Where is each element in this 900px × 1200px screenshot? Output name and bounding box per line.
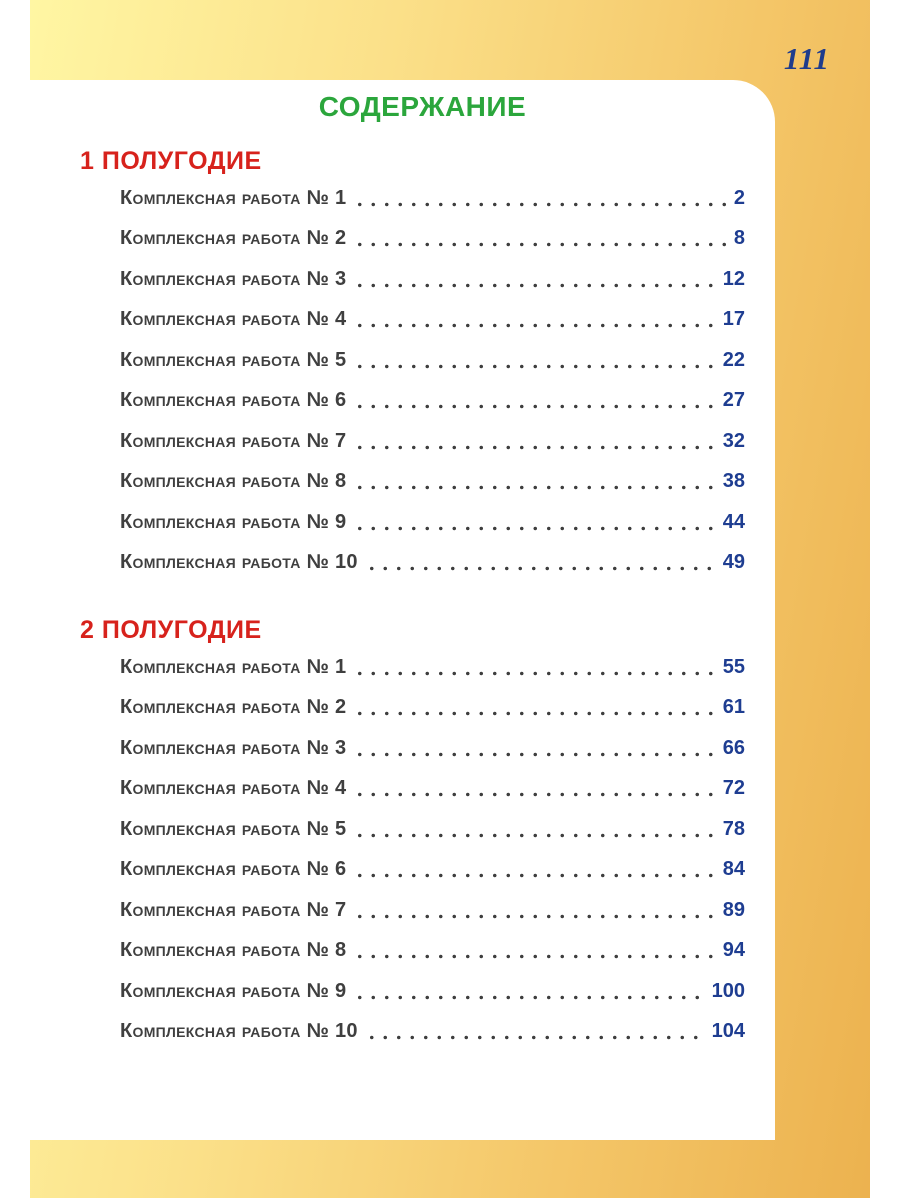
toc-entry-label: Комплексная работа № 1 [120, 186, 347, 209]
toc-entry-page-number: 55 [722, 655, 745, 678]
dot-leader [353, 914, 715, 919]
dot-leader [353, 752, 715, 757]
toc-entry [120, 378, 745, 419]
toc-entry [120, 766, 745, 807]
section-heading: 2 ПОЛУГОДИЕ [80, 616, 262, 644]
toc-entry-label: Комплексная работа № 4 [120, 308, 347, 330]
dot-leader [353, 364, 715, 369]
toc-entry-page-number: 84 [722, 858, 745, 880]
dot-leader [353, 711, 715, 716]
toc-entry-page-number: 94 [722, 939, 745, 961]
toc-entry [120, 847, 745, 888]
toc-entry [120, 175, 745, 216]
toc-entry-page-number: 32 [722, 429, 745, 452]
toc-entry [120, 459, 745, 500]
toc-entry-page-number: 27 [722, 389, 745, 411]
dot-leader [365, 566, 716, 571]
toc-entry [120, 1009, 745, 1050]
toc-entry [120, 887, 745, 928]
page-title: СОДЕРЖАНИЕ [318, 91, 527, 122]
toc-entry-page-number: 44 [722, 510, 745, 533]
toc-entry-label: Комплексная работа № 5 [120, 348, 347, 371]
toc-entry-page-number: 100 [711, 979, 745, 1002]
dot-leader [353, 323, 715, 328]
toc-rows [120, 175, 745, 580]
toc-entry [120, 418, 745, 459]
section-heading: 1 ПОЛУГОДИЕ [80, 147, 262, 175]
dot-leader [365, 1035, 705, 1040]
toc-entry-page-number: 8 [733, 227, 745, 249]
toc-entry-label: Комплексная работа № 7 [120, 429, 347, 452]
toc-entry-label: Комплексная работа № 5 [120, 817, 347, 840]
toc-section [30, 122, 775, 580]
toc-entry [120, 337, 745, 378]
dot-leader [353, 995, 704, 1000]
toc-entry-page-number: 38 [722, 470, 745, 492]
toc-entry-page-number: 61 [722, 696, 745, 718]
book-page [30, 0, 870, 1198]
dot-leader [353, 671, 715, 676]
toc-entry [120, 540, 745, 581]
dot-leader [353, 404, 715, 409]
toc-entry-label: Комплексная работа № 6 [120, 858, 347, 880]
toc-entry-label: Комплексная работа № 10 [120, 551, 358, 573]
dot-leader [353, 202, 727, 207]
toc-entry-page-number: 12 [722, 267, 745, 290]
toc-section [30, 580, 775, 1049]
toc-entry [120, 928, 745, 969]
toc-entry-label: Комплексная работа № 6 [120, 389, 347, 411]
toc-entry [120, 725, 745, 766]
toc-entry-page-number: 104 [711, 1020, 745, 1042]
toc-sections [30, 122, 775, 1049]
toc-entry-label: Комплексная работа № 1 [120, 655, 347, 678]
toc-entry [120, 499, 745, 540]
toc-entry-label: Комплексная работа № 4 [120, 777, 347, 799]
toc-entry [120, 806, 745, 847]
toc-entry-page-number: 49 [722, 551, 745, 573]
toc-entry [120, 216, 745, 257]
toc-entry [120, 256, 745, 297]
toc-rows [120, 644, 745, 1049]
content-panel [30, 80, 775, 1140]
dot-leader [353, 242, 727, 247]
toc-entry-label: Комплексная работа № 3 [120, 736, 347, 759]
dot-leader [353, 833, 715, 838]
dot-leader [353, 485, 715, 490]
toc-entry [120, 685, 745, 726]
toc-entry-label: Комплексная работа № 7 [120, 898, 347, 921]
dot-leader [353, 283, 715, 288]
toc-entry-page-number: 72 [722, 777, 745, 799]
toc-entry [120, 968, 745, 1009]
toc-entry-label: Комплексная работа № 8 [120, 939, 347, 961]
toc-entry-page-number: 22 [722, 348, 745, 371]
toc-entry-label: Комплексная работа № 2 [120, 696, 347, 718]
dot-leader [353, 526, 715, 531]
toc-entry [120, 297, 745, 338]
toc-entry-label: Комплексная работа № 9 [120, 510, 347, 533]
dot-leader [353, 445, 715, 450]
toc-entry-label: Комплексная работа № 10 [120, 1020, 358, 1042]
toc-entry-page-number: 89 [722, 898, 745, 921]
toc-entry-page-number: 78 [722, 817, 745, 840]
toc-entry-label: Комплексная работа № 8 [120, 470, 347, 492]
toc-entry-page-number: 66 [722, 736, 745, 759]
toc-entry-label: Комплексная работа № 9 [120, 979, 347, 1002]
toc-entry-label: Комплексная работа № 3 [120, 267, 347, 290]
dot-leader [353, 954, 715, 959]
toc-entry-label: Комплексная работа № 2 [120, 227, 347, 249]
dot-leader [353, 792, 715, 797]
page-number: 111 [783, 41, 830, 76]
toc-entry-page-number: 2 [733, 186, 745, 209]
dot-leader [353, 873, 715, 878]
toc-entry [120, 644, 745, 685]
toc-entry-page-number: 17 [722, 308, 745, 330]
